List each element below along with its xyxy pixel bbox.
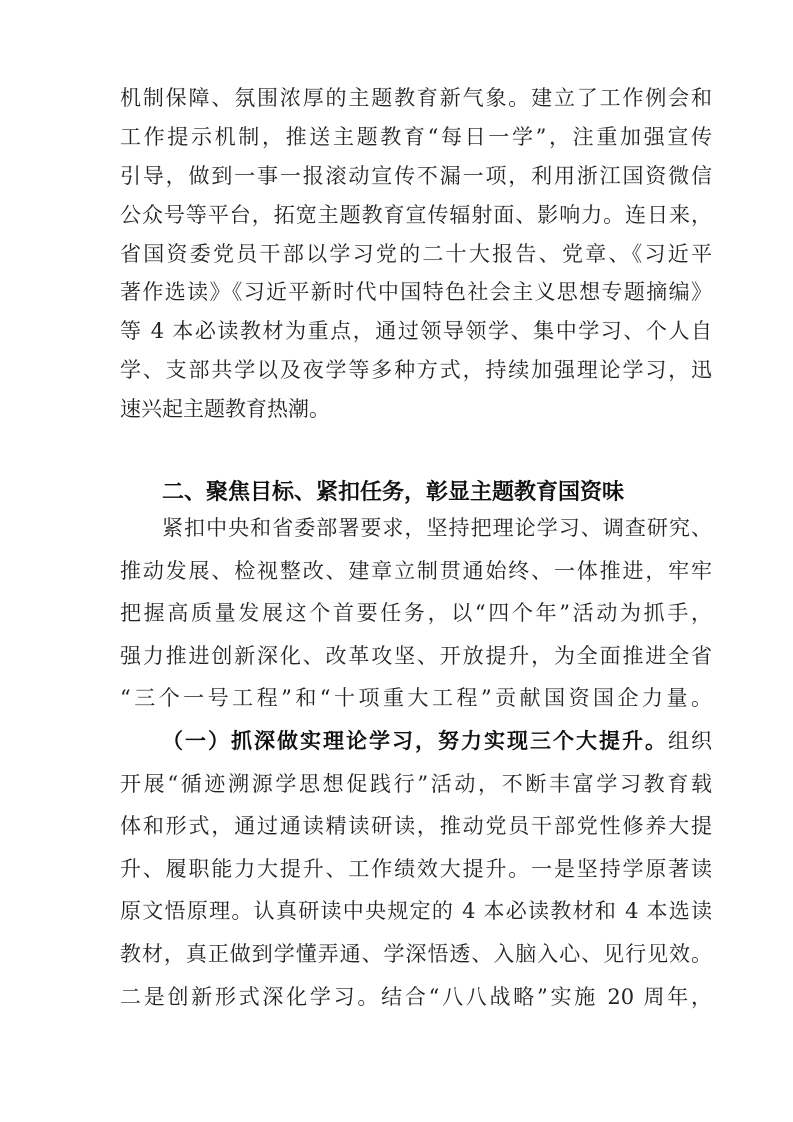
- text-line: 二是创新形式深化学习。结合“八八战略”实施 20 周年，: [120, 984, 712, 1009]
- text-line: [120, 720, 712, 763]
- text-line: 升、履职能力大提升、工作绩效大提升。一是坚持学原著读: [120, 856, 712, 881]
- text-line: 工作提示机制，推送主题教育“每日一学”，注重加强宣传: [120, 124, 712, 149]
- paragraph-3: [120, 720, 712, 1018]
- text-line: 把握高质量发展这个首要任务，以“四个年”活动为抓手，: [120, 601, 712, 626]
- section-heading: 二、聚焦目标、紧扣任务，彰显主题教育国资味: [162, 480, 625, 505]
- text-line: 推动发展、检视整改、建章立制贯通始终、一体推进，牢牢: [120, 558, 712, 583]
- text-line: 速兴起主题教育热潮。: [120, 397, 330, 422]
- text-line: 强力推进创新深化、改革攻坚、开放提升，为全面推进全省: [120, 643, 712, 668]
- text-line: 公众号等平台，拓宽主题教育宣传辐射面、影响力。连日来，: [120, 202, 712, 227]
- text-line: 学、支部共学以及夜学等多种方式，持续加强理论学习，迅: [120, 358, 712, 383]
- text-run: 组织: [668, 729, 712, 753]
- text-line: 体和形式，通过通读精读研读，推动党员干部党性修养大提: [120, 814, 712, 839]
- text-line: 著作选读》《习近平新时代中国特色社会主义思想专题摘编》: [120, 280, 712, 305]
- text-line: 开展“循迹溯源学思想促践行”活动，不断丰富学习教育载: [120, 771, 712, 796]
- paragraph-2: [120, 507, 712, 720]
- text-line: 等 4 本必读教材为重点，通过领导领学、集中学习、个人自: [120, 319, 712, 344]
- text-line: 省国资委党员干部以学习党的二十大报告、党章、《习近平: [120, 241, 712, 266]
- text-line: 紧扣中央和省委部署要求，坚持把理论学习、调查研究、: [162, 516, 712, 540]
- text-line: 机制保障、氛围浓厚的主题教育新气象。建立了工作例会和: [120, 86, 712, 110]
- subsection-title: （一）抓深做实理论学习，努力实现三个大提升。: [162, 728, 668, 753]
- text-line: “三个一号工程”和“十项重大工程”贡献国资国企力量。: [120, 686, 712, 711]
- text-line: 原文悟原理。认真研读中央规定的 4 本必读教材和 4 本选读: [120, 899, 712, 924]
- text-line: 教材，真正做到学懂弄通、学深悟透、入脑入心、见行见效。: [120, 941, 712, 966]
- text-line: 引导，做到一事一报滚动宣传不漏一项，利用浙江国资微信: [120, 163, 712, 188]
- paragraph-1: [120, 79, 712, 429]
